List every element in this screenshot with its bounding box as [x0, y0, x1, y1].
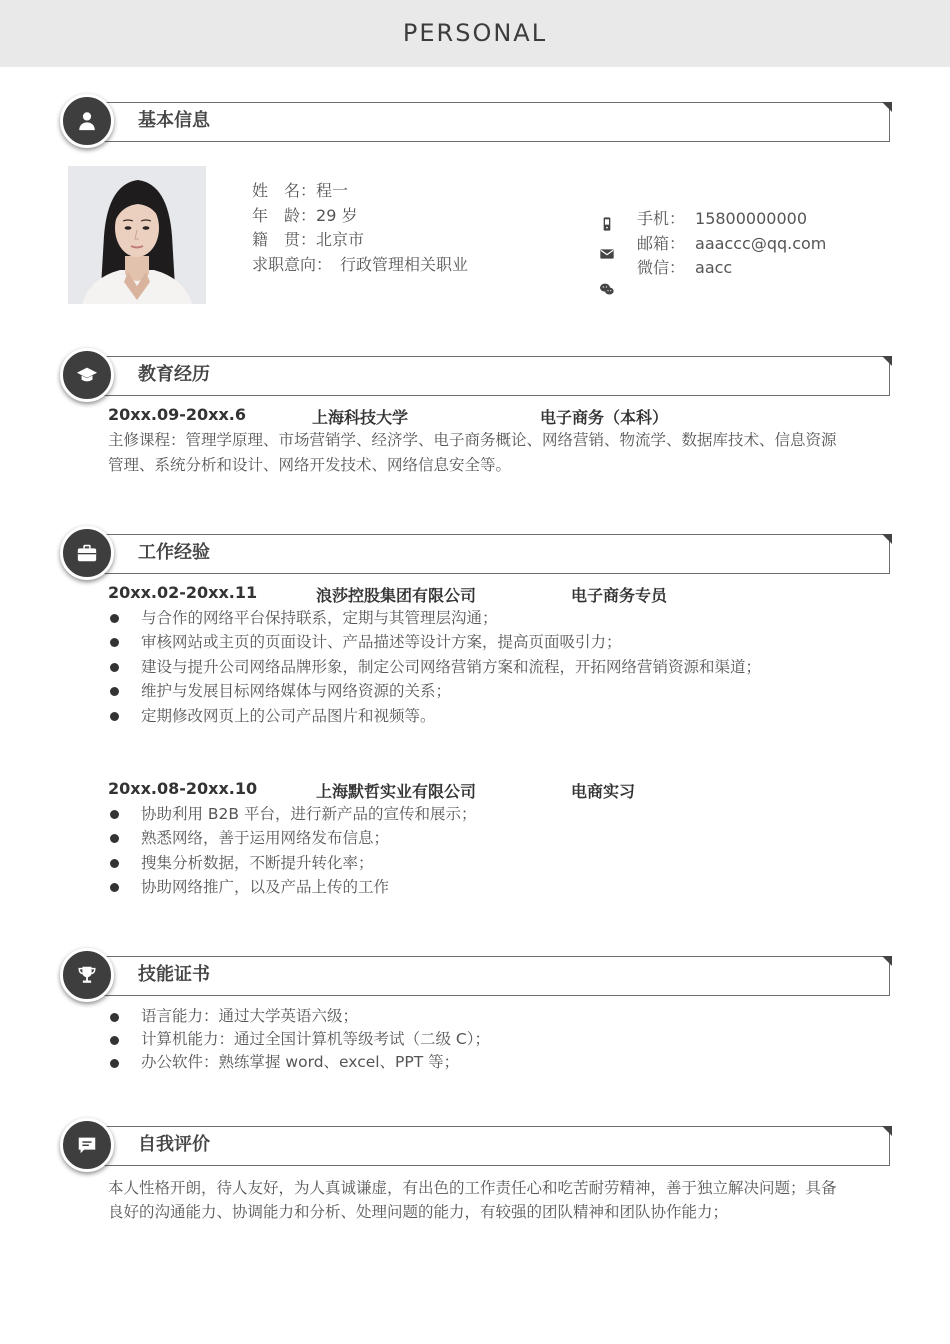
wechat-icon [599, 281, 617, 299]
job2-period: 20xx.08-20xx.10 [108, 779, 258, 798]
intent-value: 行政管理相关职业 [340, 255, 469, 274]
mail-icon [599, 246, 617, 264]
list-item: 语言能力：通过大学英语六级； [108, 1005, 490, 1028]
section-header-education [60, 348, 892, 398]
job2-role: 电商实习 [571, 782, 636, 801]
email-value: aaaccc@qq.com [695, 234, 827, 253]
job1-company: 浪莎控股集团有限公司 [316, 586, 477, 605]
age-row [252, 204, 357, 229]
section-header-self [60, 1118, 892, 1168]
self-eval-line1: 本人性格开朗，待人友好，为人真诚谦虚，有出色的工作责任心和吃苦耐劳精神，善于独立解决问题；具备 [108, 1179, 837, 1197]
education-period: 20xx.09-20xx.6 [108, 405, 247, 424]
job2-duties [108, 802, 476, 900]
age-label: 年 龄： [252, 206, 317, 225]
email-label: 邮箱： [637, 234, 686, 253]
list-item: 维护与发展目标网络媒体与网络资源的关系； [108, 679, 761, 703]
section-header-basic [60, 94, 892, 144]
phone-row [637, 207, 807, 232]
list-item: 与合作的网络平台保持联系，定期与其管理层沟通； [108, 606, 761, 630]
briefcase-icon [60, 526, 114, 580]
corner-fold [882, 102, 892, 112]
origin-value: 北京市 [316, 230, 365, 249]
education-school: 上海科技大学 [312, 408, 409, 427]
job1-duties [108, 606, 761, 728]
comment-icon [60, 1118, 114, 1172]
list-item: 计算机能力：通过全国计算机等级考试（二级 C）； [108, 1028, 490, 1051]
section-title: 技能证书 [138, 964, 210, 985]
intent-row [252, 253, 468, 278]
corner-fold [882, 1126, 892, 1136]
section-title: 自我评价 [138, 1134, 210, 1155]
section-title: 教育经历 [138, 364, 210, 385]
list-item: 定期修改网页上的公司产品图片和视频等。 [108, 704, 761, 728]
user-icon [60, 94, 114, 148]
education-courses-line2: 管理、系统分析和设计、网络开发技术、网络信息安全等。 [108, 456, 512, 474]
job1-period: 20xx.02-20xx.11 [108, 583, 258, 602]
section-title: 基本信息 [138, 110, 210, 131]
profile-photo [68, 166, 206, 304]
phone-value: 15800000000 [695, 209, 807, 228]
education-major: 电子商务（本科） [540, 408, 669, 427]
list-item: 建设与提升公司网络品牌形象，制定公司网络营销方案和流程，开拓网络营销资源和渠道； [108, 655, 761, 679]
origin-label: 籍 贯： [252, 230, 317, 249]
corner-fold [882, 534, 892, 544]
trophy-icon [60, 948, 114, 1002]
section-title: 工作经验 [138, 542, 210, 563]
phone-icon [599, 216, 617, 234]
job2-company: 上海默哲实业有限公司 [316, 782, 477, 801]
name-row [252, 179, 348, 204]
list-item: 搜集分析数据，不断提升转化率； [108, 851, 476, 875]
wechat-row [637, 256, 732, 281]
page-title: PERSONAL [0, 0, 950, 67]
corner-fold [882, 956, 892, 966]
corner-fold [882, 356, 892, 366]
list-item: 协助网络推广，以及产品上传的工作 [108, 875, 476, 899]
graduation-cap-icon [60, 348, 114, 402]
name-value: 程一 [316, 181, 349, 200]
self-eval-line2: 良好的沟通能力、协调能力和分析、处理问题的能力，有较强的团队精神和团队协作能力； [108, 1203, 729, 1221]
section-header-skills [60, 948, 892, 998]
email-row [637, 232, 826, 257]
wechat-value: aacc [695, 258, 733, 277]
origin-row [252, 228, 364, 253]
phone-label: 手机： [637, 209, 686, 228]
job1-role: 电子商务专员 [571, 586, 668, 605]
list-item: 审核网站或主页的页面设计、产品描述等设计方案，提高页面吸引力； [108, 630, 761, 654]
age-value: 29 岁 [316, 206, 358, 225]
section-header-work [60, 526, 892, 576]
name-label: 姓 名： [252, 181, 317, 200]
list-item: 熟悉网络，善于运用网络发布信息； [108, 826, 476, 850]
intent-label: 求职意向： [252, 255, 333, 274]
education-courses-line1: 主修课程：管理学原理、市场营销学、经济学、电子商务概论、网络营销、物流学、数据库技术、信息资源 [108, 431, 837, 449]
list-item: 办公软件：熟练掌握 word、excel、PPT 等； [108, 1051, 490, 1074]
wechat-label: 微信： [637, 258, 686, 277]
skills-list [108, 1005, 490, 1074]
list-item: 协助利用 B2B 平台，进行新产品的宣传和展示； [108, 802, 476, 826]
